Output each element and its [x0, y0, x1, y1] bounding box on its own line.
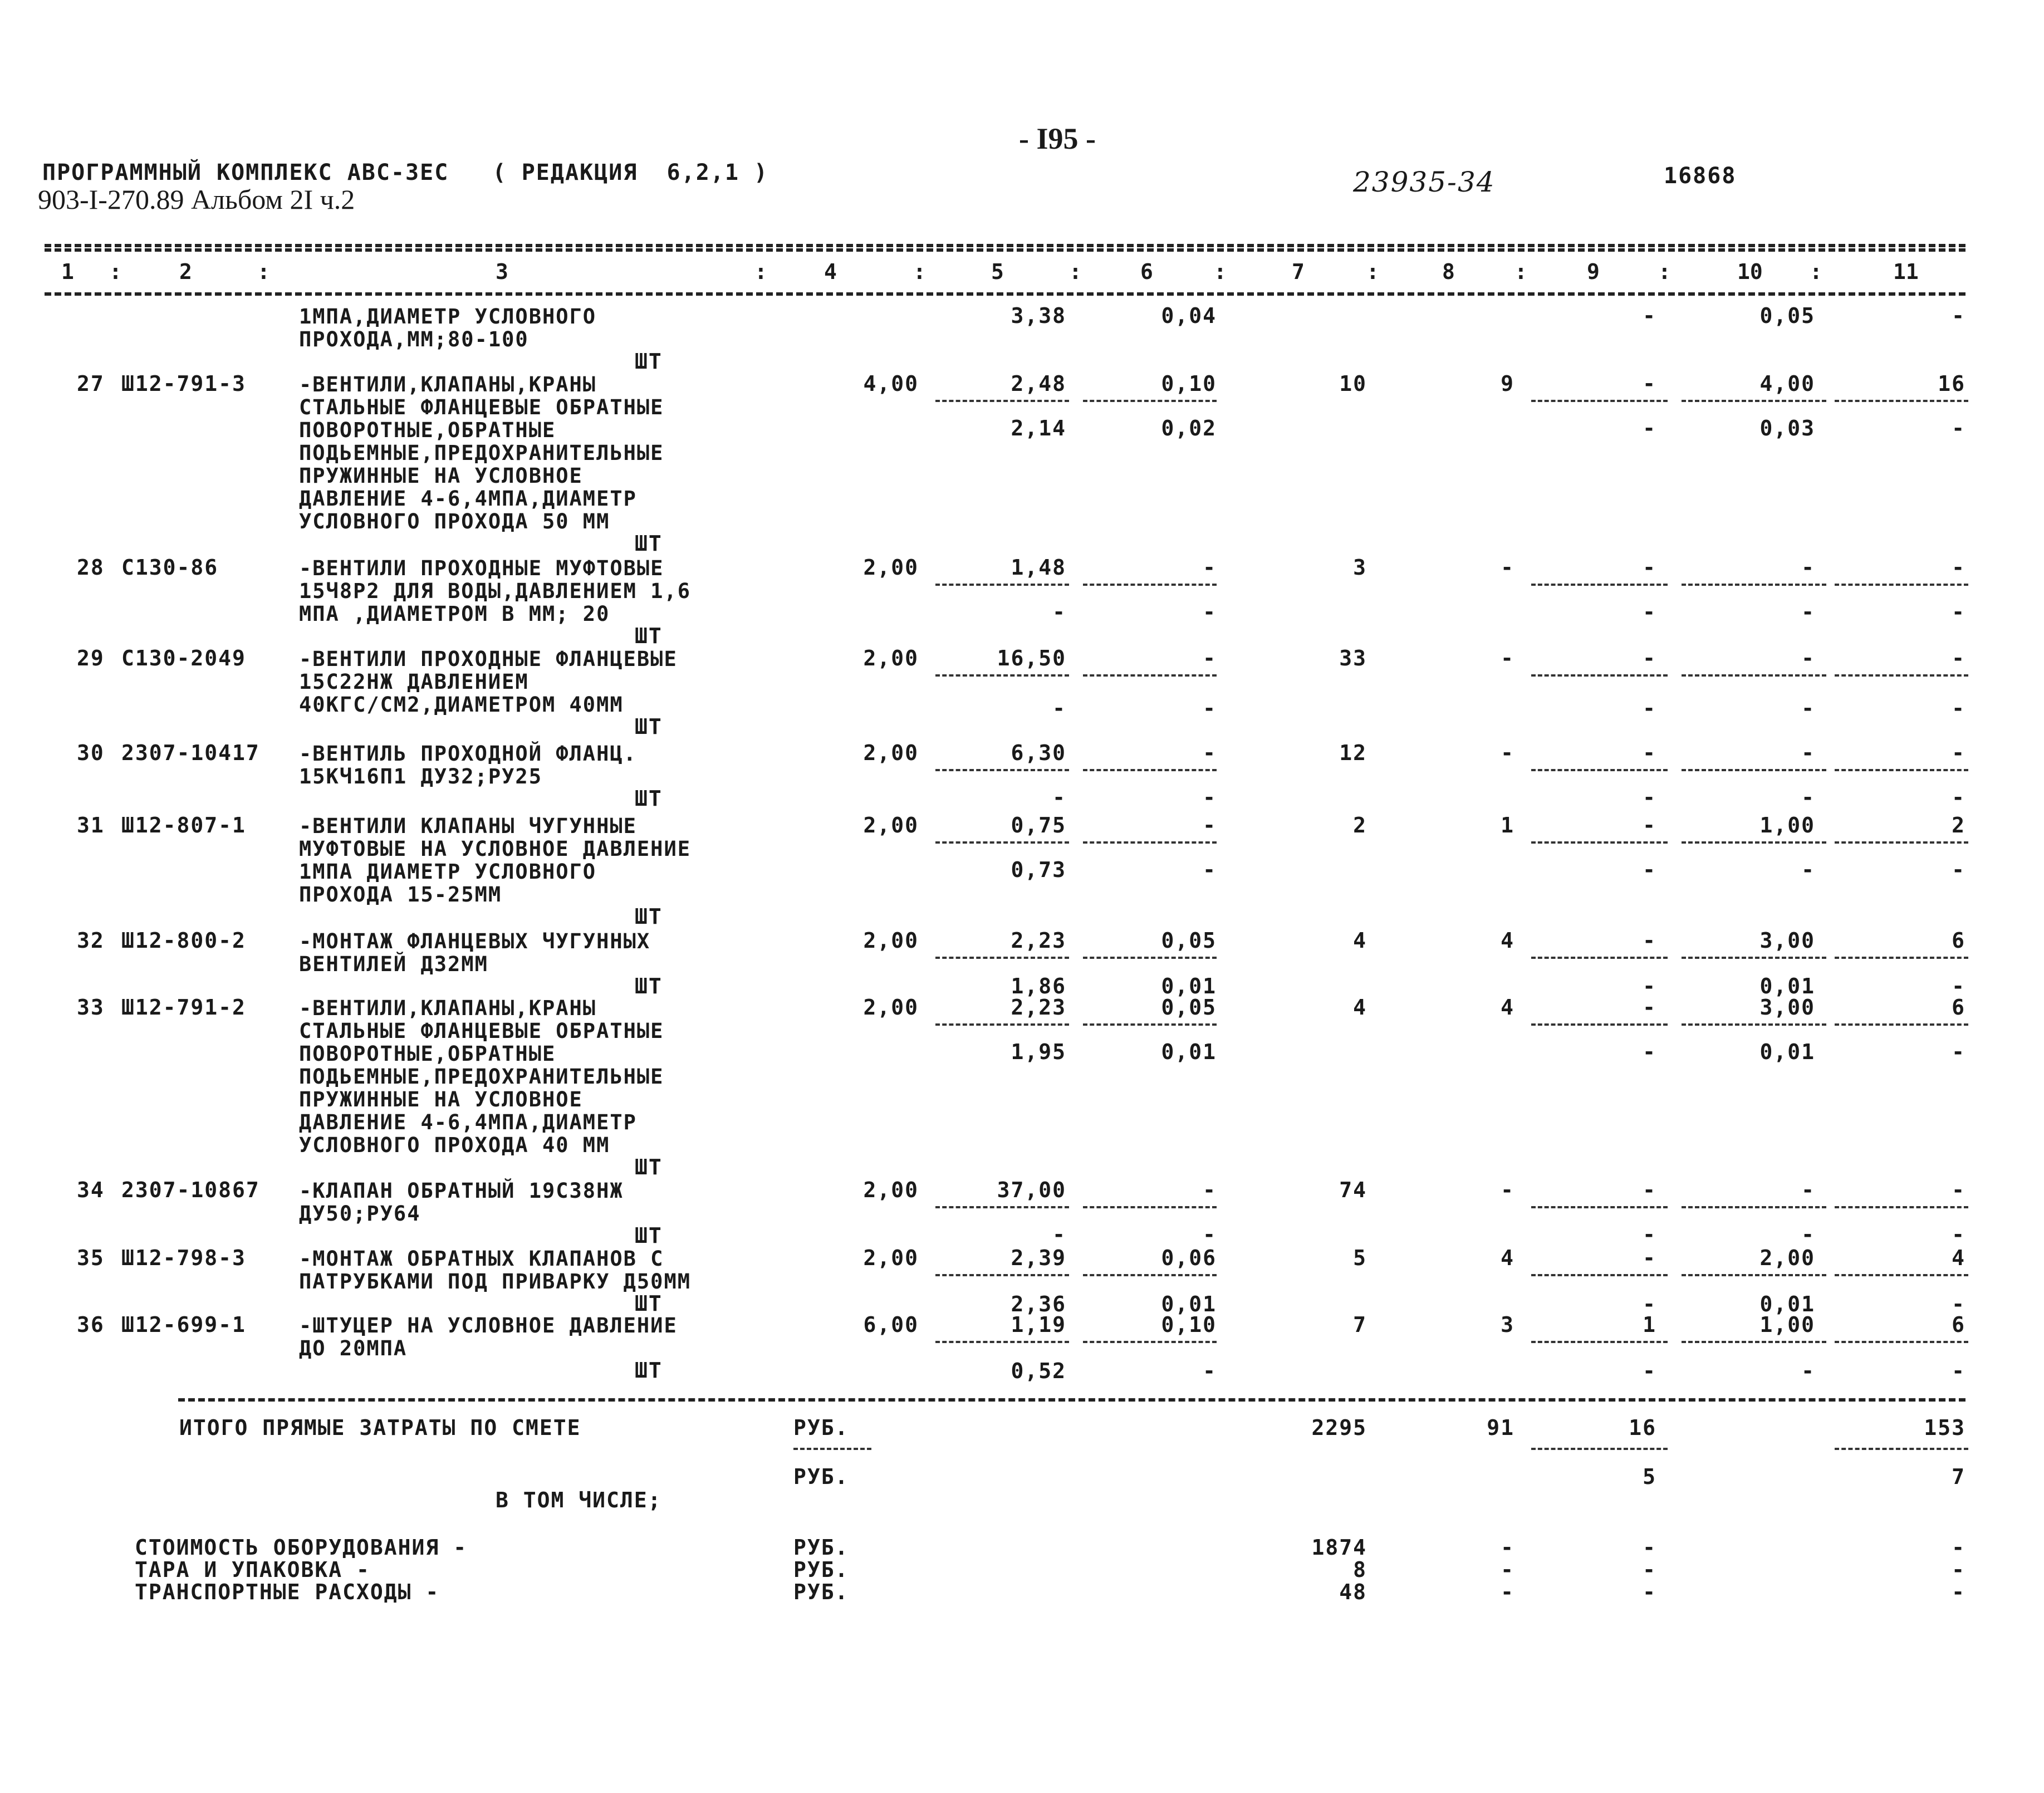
table-top-rule-2 [45, 248, 1965, 252]
cell-c11: 16 [1938, 371, 1965, 396]
cell-c10b: - [1801, 1222, 1815, 1247]
album-line: 903-I-270.89 Альбом 2I ч.2 [38, 184, 355, 215]
cell-c10b: 0,01 [1759, 1040, 1815, 1064]
cell-c5b: 0,52 [1011, 1359, 1066, 1383]
cell-c11: 6 [1952, 928, 1965, 953]
fraction-rule-c5 [935, 400, 1069, 402]
column-header-9: : [1069, 259, 1082, 284]
cell-c10b: - [1801, 600, 1815, 624]
cell-c11: - [1952, 303, 1965, 328]
totals-c8: 91 [1487, 1415, 1514, 1440]
fraction-rule-c11 [1835, 1206, 1968, 1208]
cell-c10: 1,00 [1759, 813, 1815, 837]
column-header-18: 10 [1737, 259, 1763, 284]
cell-c9: - [1643, 1246, 1656, 1270]
row-number: 30 [77, 741, 105, 765]
row-unit: ШТ [635, 904, 663, 929]
column-header-16: 9 [1587, 259, 1600, 284]
row-number: 32 [77, 928, 105, 953]
handwritten-code: 23935-34 [1353, 166, 1496, 198]
cell-c5: 2,48 [1011, 371, 1066, 396]
cell-c4: 2,00 [863, 646, 919, 670]
cell-c9b: - [1643, 1292, 1656, 1316]
cell-c6b: 0,01 [1161, 974, 1217, 998]
fraction-rule-c11 [1835, 957, 1968, 959]
column-header-2: 2 [179, 259, 192, 284]
fraction-rule-c10 [1682, 1274, 1826, 1276]
page-number: - I95 - [1019, 122, 1096, 155]
cell-c10b: 0,01 [1759, 974, 1815, 998]
cell-c11b: - [1952, 696, 1965, 721]
cell-c9b: - [1643, 696, 1656, 721]
fraction-rule-c10 [1682, 400, 1826, 402]
cell-c4: 4,00 [863, 371, 919, 396]
row-number: 35 [77, 1246, 105, 1270]
column-header-0: 1 [61, 259, 74, 284]
cell-c6b: - [1203, 600, 1217, 624]
cell-c6: 0,10 [1161, 1312, 1217, 1337]
column-header-10: 6 [1140, 259, 1153, 284]
cell-c6: - [1203, 741, 1217, 765]
row-number: 28 [77, 555, 105, 580]
totals-item-c9: - [1643, 1580, 1656, 1604]
cell-c5b: 0,73 [1011, 858, 1066, 882]
totals-item-unit: РУБ. [793, 1580, 849, 1604]
totals-item-c7: 8 [1353, 1557, 1367, 1582]
fraction-rule-c6 [1083, 400, 1217, 402]
row-unit: ШТ [635, 1155, 663, 1179]
cell-c9b: - [1643, 416, 1656, 440]
cell-c9: - [1643, 813, 1656, 837]
fraction-rule-c11 [1835, 769, 1968, 771]
cell-c7: 10 [1339, 371, 1367, 396]
row-description: -МОНТАЖ ОБРАТНЫХ КЛАПАНОВ С ПАТРУБКАМИ ПОД ПРИВАРКУ Д50ММ [299, 1247, 692, 1294]
row-number: 33 [77, 995, 105, 1020]
norm-code: Ш12-699-1 [121, 1312, 246, 1337]
cell-c5b: - [1052, 600, 1066, 624]
cell-c5: 6,30 [1011, 741, 1066, 765]
fraction-rule-c5 [935, 841, 1069, 844]
cell-c6b: 0,01 [1161, 1292, 1217, 1316]
cell-c5: 1,48 [1011, 555, 1066, 580]
totals-unit2: РУБ. [793, 1464, 849, 1489]
column-header-13: : [1366, 259, 1379, 284]
cell-c9: - [1643, 1178, 1656, 1202]
column-header-1: : [109, 259, 122, 284]
cell-c9b: - [1643, 1222, 1656, 1247]
cell-c8: - [1501, 555, 1514, 580]
cell-c7: 12 [1339, 741, 1367, 765]
fraction-rule-c9 [1531, 1206, 1668, 1208]
row-unit: ШТ [635, 1223, 663, 1248]
cell-c5b: 1,86 [1011, 974, 1066, 998]
fraction-rule-c9 [1531, 957, 1668, 959]
cell-c6b: - [1203, 1359, 1217, 1383]
totals-item-c11: - [1952, 1557, 1965, 1582]
totals-item-unit: РУБ. [793, 1535, 849, 1560]
fraction-rule-c9 [1531, 584, 1668, 586]
cell-c6: - [1203, 1178, 1217, 1202]
column-header-20: 11 [1893, 259, 1919, 284]
fraction-rule-c10 [1682, 584, 1826, 586]
fraction-rule-c11 [1835, 1023, 1968, 1026]
cell-c8: 4 [1501, 928, 1514, 953]
cell-c8: - [1501, 741, 1514, 765]
totals-item-c8: - [1501, 1580, 1514, 1604]
cell-c4: 2,00 [863, 928, 919, 953]
row-description: -ШТУЦЕР НА УСЛОВНОЕ ДАВЛЕНИЕ ДО 20МПА [299, 1314, 678, 1360]
cell-c11b: - [1952, 600, 1965, 624]
column-header-14: 8 [1442, 259, 1455, 284]
fraction-rule-c5 [935, 769, 1069, 771]
cell-c8: 4 [1501, 995, 1514, 1020]
totals-c9: 16 [1629, 1415, 1656, 1440]
cell-c6: - [1203, 555, 1217, 580]
norm-code: Ш12-798-3 [121, 1246, 246, 1270]
cell-c9: - [1643, 303, 1656, 328]
cell-c8: - [1501, 1178, 1514, 1202]
cell-c10b: 0,03 [1759, 416, 1815, 440]
column-header-19: : [1810, 259, 1822, 284]
fraction-rule-c6 [1083, 769, 1217, 771]
fraction-rule-c9 [1531, 1023, 1668, 1026]
cell-c5b: 2,36 [1011, 1292, 1066, 1316]
row-unit: ШТ [635, 349, 663, 374]
fraction-rule-c11 [1835, 674, 1968, 677]
column-header-8: 5 [991, 259, 1004, 284]
norm-code: С130-86 [121, 555, 219, 580]
cell-c10b: 0,01 [1759, 1292, 1815, 1316]
cell-c11: - [1952, 1178, 1965, 1202]
cell-c11b: - [1952, 1292, 1965, 1316]
totals-item-c9: - [1643, 1535, 1656, 1560]
fraction-rule-c10 [1682, 1341, 1826, 1343]
fraction-rule-c11 [1835, 1274, 1968, 1276]
fraction-rule-c5 [935, 1274, 1069, 1276]
norm-code: 2307-10867 [121, 1178, 260, 1202]
totals-item-c8: - [1501, 1557, 1514, 1582]
cell-c6b: 0,02 [1161, 416, 1217, 440]
totals-item-c9: - [1643, 1557, 1656, 1582]
cell-c10b: - [1801, 785, 1815, 810]
cell-c8: - [1501, 646, 1514, 670]
cell-c9b: - [1643, 1359, 1656, 1383]
fraction-rule-c6 [1083, 1341, 1217, 1343]
program-line: ПРОГРАММНЫЙ КОМПЛЕКС АВС-ЗЕС ( РЕДАКЦИЯ 6,2,1 ) [42, 160, 769, 185]
norm-code: Ш12-800-2 [121, 928, 246, 953]
fraction-rule-c10 [1682, 957, 1826, 959]
fraction-rule-c9 [1531, 1274, 1668, 1276]
cell-c8: 3 [1501, 1312, 1514, 1337]
cell-c11: - [1952, 555, 1965, 580]
cell-c5: 37,00 [997, 1178, 1066, 1202]
cell-c4: 6,00 [863, 1312, 919, 1337]
fraction-rule-c5 [935, 674, 1069, 677]
cell-c5b: - [1052, 785, 1066, 810]
fraction-rule-c5 [935, 1341, 1069, 1343]
cell-c4: 2,00 [863, 741, 919, 765]
totals-c11b: 7 [1952, 1464, 1965, 1489]
cell-c6b: - [1203, 1222, 1217, 1247]
cell-c4: 2,00 [863, 813, 919, 837]
fraction-rule-c9 [1531, 400, 1668, 402]
cell-c5b: 2,14 [1011, 416, 1066, 440]
cell-c5: 3,38 [1011, 303, 1066, 328]
cell-c10: 1,00 [1759, 1312, 1815, 1337]
fraction-rule-c6 [1083, 1206, 1217, 1208]
row-unit: ШТ [635, 1291, 663, 1316]
cell-c5: 2,23 [1011, 928, 1066, 953]
fraction-rule-c5 [935, 1206, 1069, 1208]
totals-label: ИТОГО ПРЯМЫЕ ЗАТРАТЫ ПО СМЕТЕ [179, 1415, 581, 1440]
row-unit: ШТ [635, 786, 663, 811]
fraction-rule-c5 [935, 957, 1069, 959]
row-number: 34 [77, 1178, 105, 1202]
cell-c9: - [1643, 646, 1656, 670]
fraction-rule-c10 [1682, 841, 1826, 844]
cell-c10: 2,00 [1759, 1246, 1815, 1270]
row-description: -ВЕНТИЛИ КЛАПАНЫ ЧУГУННЫЕ МУФТОВЫЕ НА УСЛОВНОЕ ДАВЛЕНИЕ 1МПА ДИАМЕТР УСЛОВНОГО ПРОХОДА 15-25ММ [299, 814, 692, 907]
table-bottom-rule [178, 1398, 1965, 1402]
cell-c7: 5 [1353, 1246, 1367, 1270]
totals-item-label: ТАРА И УПАКОВКА - [135, 1557, 370, 1582]
cell-c10b: - [1801, 696, 1815, 721]
cell-c6: 0,05 [1161, 995, 1217, 1020]
cell-c11: 6 [1952, 995, 1965, 1020]
norm-code: Ш12-791-2 [121, 995, 246, 1020]
row-description: -КЛАПАН ОБРАТНЫЙ 19С38НЖ ДУ50;РУ64 [299, 1179, 624, 1226]
doc-number: 16868 [1664, 163, 1737, 189]
cell-c6b: 0,01 [1161, 1040, 1217, 1064]
row-description: -ВЕНТИЛИ,КЛАПАНЫ,КРАНЫ СТАЛЬНЫЕ ФЛАНЦЕВЫЕ ОБРАТНЫЕ ПОВОРОТНЫЕ,ОБРАТНЫЕ ПОДЬЕМНЫЕ,ПРЕДОХРАНИТЕЛЬНЫЕ ПРУЖИННЫЕ НА УСЛОВНОЕ ДАВЛЕНИЕ 4-6,4МПА,ДИАМЕТР УСЛОВНОГО ПРОХОДА 50 ММ [299, 373, 664, 533]
fraction-rule-c5 [935, 584, 1069, 586]
column-header-11: : [1214, 259, 1227, 284]
cell-c10: - [1801, 1178, 1815, 1202]
cell-c6: 0,05 [1161, 928, 1217, 953]
cell-c7: 4 [1353, 995, 1367, 1020]
cell-c6: - [1203, 646, 1217, 670]
totals-unit-rule [793, 1448, 871, 1450]
fraction-rule-c9 [1531, 674, 1668, 677]
fraction-rule-c6 [1083, 957, 1217, 959]
fraction-rule-c9 [1531, 769, 1668, 771]
cell-c9b: - [1643, 785, 1656, 810]
row-unit: ШТ [635, 531, 663, 556]
column-header-15: : [1514, 259, 1527, 284]
totals-item-label: СТОИМОСТЬ ОБОРУДОВАНИЯ - [135, 1535, 468, 1560]
row-unit: ШТ [635, 1358, 663, 1383]
cell-c5: 2,39 [1011, 1246, 1066, 1270]
totals-c9b: 5 [1643, 1464, 1656, 1489]
cell-c4: 2,00 [863, 555, 919, 580]
cell-c11: 2 [1952, 813, 1965, 837]
norm-code: Ш12-791-3 [121, 371, 246, 396]
norm-code: 2307-10417 [121, 741, 260, 765]
cell-c5: 1,19 [1011, 1312, 1066, 1337]
cell-c5b: - [1052, 696, 1066, 721]
totals-item-c11: - [1952, 1535, 1965, 1560]
fraction-rule-c6 [1083, 1274, 1217, 1276]
row-number: 36 [77, 1312, 105, 1337]
cell-c6b: - [1203, 858, 1217, 882]
totals-c9-rule [1531, 1448, 1668, 1450]
row-description: -ВЕНТИЛЬ ПРОХОДНОЙ ФЛАНЦ. 15КЧ16П1 ДУ32;РУ25 [299, 742, 637, 788]
table-top-rule [45, 244, 1965, 247]
cell-c9: - [1643, 371, 1656, 396]
cell-c7: 4 [1353, 928, 1367, 953]
totals-item-c11: - [1952, 1580, 1965, 1604]
cell-c6: - [1203, 813, 1217, 837]
cell-c11: - [1952, 741, 1965, 765]
totals-c7: 2295 [1311, 1415, 1367, 1440]
fraction-rule-c5 [935, 1023, 1069, 1026]
column-header-17: : [1658, 259, 1671, 284]
totals-item-unit: РУБ. [793, 1557, 849, 1582]
fraction-rule-c6 [1083, 674, 1217, 677]
fraction-rule-c10 [1682, 769, 1826, 771]
totals-item-c7: 48 [1339, 1580, 1367, 1604]
cell-c10b: - [1801, 858, 1815, 882]
norm-code: С130-2049 [121, 646, 246, 670]
fraction-rule-c10 [1682, 1206, 1826, 1208]
cell-c8: 4 [1501, 1246, 1514, 1270]
column-header-7: : [913, 259, 926, 284]
table-header-rule [45, 292, 1965, 296]
cell-c5: 2,23 [1011, 995, 1066, 1020]
cell-c5: 16,50 [997, 646, 1066, 670]
column-header-3: : [257, 259, 270, 284]
cell-c11b: - [1952, 1222, 1965, 1247]
cell-c11b: - [1952, 416, 1965, 440]
column-header-5: : [754, 259, 767, 284]
cell-c6b: - [1203, 785, 1217, 810]
cell-c11: - [1952, 646, 1965, 670]
cell-c11: 4 [1952, 1246, 1965, 1270]
cell-c10: 0,05 [1759, 303, 1815, 328]
including-label: В ТОМ ЧИСЛЕ; [496, 1488, 662, 1512]
cell-c10: - [1801, 646, 1815, 670]
cell-c11b: - [1952, 785, 1965, 810]
fraction-rule-c11 [1835, 1341, 1968, 1343]
fraction-rule-c9 [1531, 841, 1668, 844]
fraction-rule-c11 [1835, 584, 1968, 586]
cell-c10: - [1801, 741, 1815, 765]
column-header-4: 3 [496, 259, 508, 284]
cell-c11b: - [1952, 1359, 1965, 1383]
fraction-rule-c9 [1531, 1341, 1668, 1343]
cell-c6: 0,06 [1161, 1246, 1217, 1270]
cell-c10: 3,00 [1759, 995, 1815, 1020]
cell-c11b: - [1952, 858, 1965, 882]
totals-unit: РУБ. [793, 1415, 849, 1440]
cell-c9b: - [1643, 1040, 1656, 1064]
totals-item-c8: - [1501, 1535, 1514, 1560]
row-number: 29 [77, 646, 105, 670]
cell-c6: 0,10 [1161, 371, 1217, 396]
fraction-rule-c11 [1835, 841, 1968, 844]
cell-c7: 74 [1339, 1178, 1367, 1202]
cell-c5b: - [1052, 1222, 1066, 1247]
cell-c10: 4,00 [1759, 371, 1815, 396]
cell-c6: 0,04 [1161, 303, 1217, 328]
cell-c8: 1 [1501, 813, 1514, 837]
cell-c5: 0,75 [1011, 813, 1066, 837]
fraction-rule-c6 [1083, 841, 1217, 844]
cell-c9b: - [1643, 600, 1656, 624]
totals-c11: 153 [1924, 1415, 1965, 1440]
cell-c9: - [1643, 928, 1656, 953]
fraction-rule-c10 [1682, 1023, 1826, 1026]
cell-c10: - [1801, 555, 1815, 580]
row-number: 31 [77, 813, 105, 837]
cell-c6b: - [1203, 696, 1217, 721]
cell-c9b: - [1643, 974, 1656, 998]
fraction-rule-c6 [1083, 584, 1217, 586]
row-description: 1МПА,ДИАМЕТР УСЛОВНОГО ПРОХОДА,ММ;80-100 [299, 305, 597, 351]
cell-c7: 7 [1353, 1312, 1367, 1337]
cell-c7: 3 [1353, 555, 1367, 580]
fraction-rule-c10 [1682, 674, 1826, 677]
cell-c10b: - [1801, 1359, 1815, 1383]
cell-c9b: - [1643, 858, 1656, 882]
row-unit: ШТ [635, 974, 663, 998]
cell-c8: 9 [1501, 371, 1514, 396]
cell-c9: 1 [1643, 1312, 1656, 1337]
cell-c9: - [1643, 741, 1656, 765]
totals-item-c7: 1874 [1311, 1535, 1367, 1560]
row-description: -ВЕНТИЛИ ПРОХОДНЫЕ МУФТОВЫЕ 15Ч8Р2 ДЛЯ ВОДЫ,ДАВЛЕНИЕМ 1,6 МПА ,ДИАМЕТРОМ В ММ; 20 [299, 556, 692, 626]
cell-c4: 2,00 [863, 995, 919, 1020]
fraction-rule-c11 [1835, 400, 1968, 402]
row-unit: ШТ [635, 624, 663, 648]
cell-c5b: 1,95 [1011, 1040, 1066, 1064]
cell-c11: 6 [1952, 1312, 1965, 1337]
row-number: 27 [77, 371, 105, 396]
row-description: -ВЕНТИЛИ,КЛАПАНЫ,КРАНЫ СТАЛЬНЫЕ ФЛАНЦЕВЫЕ ОБРАТНЫЕ ПОВОРОТНЫЕ,ОБРАТНЫЕ ПОДЬЕМНЫЕ,ПРЕДОХРАНИТЕЛЬНЫЕ ПРУЖИННЫЕ НА УСЛОВНОЕ ДАВЛЕНИЕ 4-6,4МПА,ДИАМЕТР УСЛОВНОГО ПРОХОДА 40 ММ [299, 996, 664, 1157]
row-unit: ШТ [635, 714, 663, 739]
cell-c4: 2,00 [863, 1246, 919, 1270]
cell-c4: 2,00 [863, 1178, 919, 1202]
cell-c9: - [1643, 555, 1656, 580]
row-description: -ВЕНТИЛИ ПРОХОДНЫЕ ФЛАНЦЕВЫЕ 15С22НЖ ДАВЛЕНИЕМ 40КГС/СМ2,ДИАМЕТРОМ 40ММ [299, 647, 678, 717]
cell-c7: 33 [1339, 646, 1367, 670]
fraction-rule-c6 [1083, 1023, 1217, 1026]
totals-item-label: ТРАНСПОРТНЫЕ РАСХОДЫ - [135, 1580, 440, 1604]
cell-c9: - [1643, 995, 1656, 1020]
totals-c11-rule [1835, 1448, 1968, 1450]
norm-code: Ш12-807-1 [121, 813, 246, 837]
cell-c10: 3,00 [1759, 928, 1815, 953]
column-header-6: 4 [824, 259, 837, 284]
cell-c11b: - [1952, 1040, 1965, 1064]
row-description: -МОНТАЖ ФЛАНЦЕВЫХ ЧУГУННЫХ ВЕНТИЛЕЙ Д32ММ [299, 929, 651, 976]
cell-c7: 2 [1353, 813, 1367, 837]
cell-c11b: - [1952, 974, 1965, 998]
column-header-12: 7 [1292, 259, 1305, 284]
